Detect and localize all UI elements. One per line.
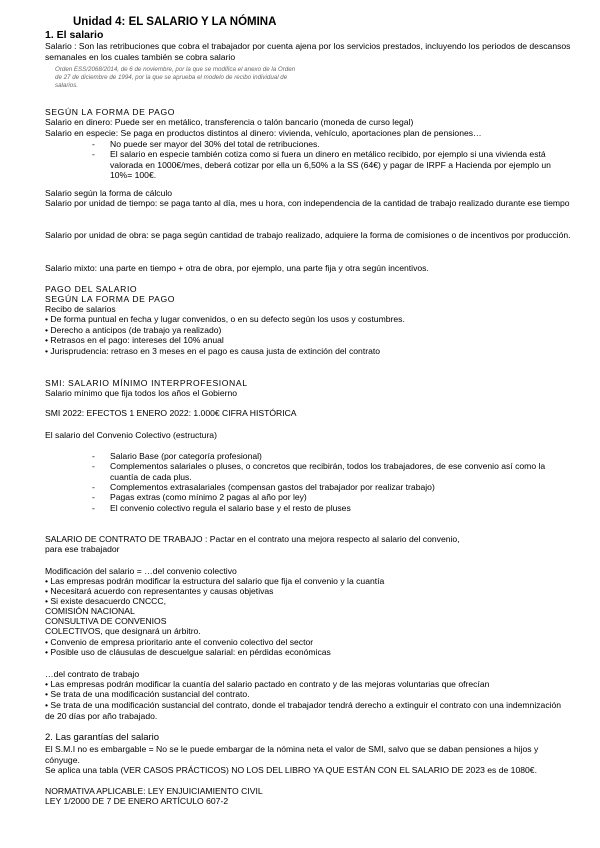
garantias-smi-text: El S.M.I no es embargable = No se le puede embargar de la nómina neta el valor de SMI, salvo que se daban pensiones a hijos y cónyuge. (45, 744, 539, 765)
del-contrato-line-3: • Se trata de una modificación sustancial del contrato, donde el trabajador tendrá derecho a extinguir el contrato con una indemnización de 20 días por año trabajado. (45, 700, 562, 721)
document-title: Unidad 4: EL SALARIO Y LA NÓMINA (73, 16, 277, 28)
recibo-salarios-text: Recibo de salarios (45, 304, 116, 314)
convenio-bullet-2: Complementos salariales o pluses, o concretos que recibirán, todos los trabajadores, de ese convenio así como la cuantía de cada plus. (110, 461, 546, 482)
modificacion-line-2: • Necesitará acuerdo con representantes y causas objetivas (45, 586, 274, 596)
modificacion-heading: Modificación del salario = …del convenio colectivo (45, 566, 237, 576)
garantias-heading: 2. Las garantías del salario (45, 732, 160, 743)
modificacion-line-4: COMISIÓN NACIONAL (45, 606, 135, 616)
salario-especie-text: Salario en especie: Se paga en productos distintos al dinero: vivienda, vehículo, aportaciones plan de pensiones… (45, 128, 482, 138)
modificacion-line-5: CONSULTIVA DE CONVENIOS (45, 616, 167, 626)
modificacion-line-1: • Las empresas podrán modificar la estructura del salario que fija el convenio y la cuantía (45, 576, 385, 586)
modificacion-line-7: • Convenio de empresa prioritario ante el convenio colectivo del sector (45, 637, 314, 647)
modificacion-line-3: • Si existe desacuerdo CNCCC, (45, 596, 166, 606)
smi-subtitle: Salario mínimo que fija todos los años el Gobierno (45, 388, 238, 398)
normativa-line-1: NORMATIVA APLICABLE: LEY ENJUICIAMIENTO CIVIL (45, 786, 263, 796)
convenio-heading: El salario del Convenio Colectivo (estructura) (45, 430, 217, 440)
salario-mixto-text: Salario mixto: una parte en tiempo + otra de obra, por ejemplo, una parte fija y otra según incentivos. (45, 263, 429, 273)
salario-definition: Salario : Son las retribuciones que cobra el trabajador por cuenta ajena por los servicios prestados, incluyendo los periodos de descansos semanales en los cuales también se cobra salario (45, 41, 571, 62)
document-page: Unidad 4: EL SALARIO Y LA NÓMINA 1. El salario Salario : Son las retribuciones que cobra el trabajador por cuenta ajena por los servicios prestados, incluyendo los periodos de descansos semanales en los cuales también se cobra salario Orden ESS/2068/2014, de 6 de noviembre, por la que se modifica el anexo de la Orden de 27 de diciembre de 1994, por la que se aprueba el modelo de recibo individual de salarios. SEGÚN LA FORMA DE PAGO Salario en dinero: Puede ser en metálico, transferencia o talón bancario (moneda de curso legal) Salario en especie: Se paga en productos distintos al dinero: vivienda, vehículo, aportaciones plan de pensiones… - No puede ser mayor del 30% del total de retribuciones. - El salario en especie también cotiza como si fuera un dinero en metálico recibido, por ejemplo si una vivienda está valorada en 1000€/mes, deberá cotizar por ella un 6,50% a la SS (64€) y pagar de IRPF a Hacienda por ejemplo un 10%= 100€. Salario según la forma de cálculo Salario por unidad de tiempo: se paga tanto al día, mes u hora, con independencia de la cantidad de trabajo realizado durante ese tiempo Salario por unidad de obra: se paga según cantidad de trabajo realizado, adquiere la forma de comisiones o de incentivos por producción. Salario mixto: una parte en tiempo + otra de obra, por ejemplo, una parte fija y otra según incentivos. PAGO DEL SALARIO SEGÚN LA FORMA DE PAGO Recibo de salarios • De forma puntual en fecha y lugar convenidos, o en su defecto según los usos y costumbres. • Derecho a anticipos (de trabajo ya realizado) • Retrasos en el pago: intereses del 10% anual • Jurisprudencia: retraso en 3 meses en el pago es causa justa de extinción del contrato SMI: SALARIO MÍNIMO INTERPROFESIONAL Salario mínimo que fija todos los años el Gobierno SMI 2022: EFECTOS 1 ENERO 2022: 1.000€ CIFRA HISTÓRICA El salario del Convenio Colectivo (estructura) - Salario Base (por categoría profesional) - Complementos salariales o pluses, o concretos que recibirán, todos los trabajadores, de ese convenio así como la cuantía de cada plus. - Complementos extrasalariales (compensan gastos del trabajador por realizar trabajo) - Pagas extras (como mínimo 2 pagas al año por ley) - El convenio colectivo regula el salario base y el resto de pluses SALARIO DE CONTRATO DE TRABAJO : Pactar en el contrato una mejora respecto al salario del convenio, para ese trabajador Modificación del salario = …del convenio colectivo • Las empresas podrán modificar la estructura del salario que fija el convenio y la cuantía • Necesitará acuerdo con representantes y causas objetivas • Si existe desacuerdo CNCCC, COMISIÓN NACIONAL CONSULTIVA DE CONVENIOS COLECTIVOS, que designará un árbitro. • Convenio de empresa prioritario ante el convenio colectivo del sector • Posible uso de cláusulas de descuelgue salarial: en pérdidas económicas …del contrato de trabajo • Las empresas podrán modificar la cuantía del salario pactado en contrato y de las mejoras voluntarias que ofrecían • Se trata de una modificación sustancial del contrato. • Se trata de una modificación sustancial del contrato, donde el trabajador tendrá derecho a extinguir el contrato con una indemnización de 20 días por año trabajado. 2. Las garantías del salario El S.M.I no es embargable = No se le puede embargar de la nómina neta el valor de SMI, salvo que se daban pensiones a hijos y cónyuge. Se aplica una tabla (VER CASOS PRÁCTICOS) NO LOS DEL LIBRO YA QUE ESTÁN CON EL SALARIO DE 2023 es de 1080€. NORMATIVA APLICABLE: LEY ENJUICIAMIENTO CIVIL LEY 1/2000 DE 7 DE ENERO ARTÍCULO 607-2 (0, 0, 600, 848)
convenio-bullet-4: Pagas extras (como mínimo 2 pagas al año por ley) (110, 492, 307, 502)
del-contrato-line-2: • Se trata de una modificación sustancial del contrato. (45, 689, 250, 699)
normativa-line-2: LEY 1/2000 DE 7 DE ENERO ARTÍCULO 607-2 (45, 796, 229, 806)
salario-dinero-text: Salario en dinero: Puede ser en metálico, transferencia o talón bancario (moneda de curso legal) (45, 117, 414, 127)
modificacion-line-6: COLECTIVOS, que designará un árbitro. (45, 626, 201, 636)
pago-forma-heading: SEGÚN LA FORMA DE PAGO (45, 294, 176, 304)
smi-heading: SMI: SALARIO MÍNIMO INTERPROFESIONAL (45, 378, 248, 388)
forma-calculo-heading: Salario según la forma de cálculo (45, 188, 173, 198)
salario-tiempo-text: Salario por unidad de tiempo: se paga tanto al día, mes u hora, con independencia de la cantidad de trabajo realizado durante ese tiempo (45, 198, 570, 208)
del-contrato-line-1: • Las empresas podrán modificar la cuantía del salario pactado en contrato y de las mejoras voluntarias que ofrecían (45, 679, 490, 689)
contrato-line-2: para ese trabajador (45, 544, 120, 554)
smi-2022-text: SMI 2022: EFECTOS 1 ENERO 2022: 1.000€ CIFRA HISTÓRICA (45, 408, 297, 418)
pago-salario-heading: PAGO DEL SALARIO (45, 284, 138, 294)
del-contrato-heading: …del contrato de trabajo (45, 669, 140, 679)
orden-quote-image: Orden ESS/2068/2014, de 6 de noviembre, por la que se modifica el anexo de la Orden de 27 de diciembre de 1994, por la que se aprueba el modelo de recibo individual de salarios. (55, 66, 296, 89)
especie-bullet-1: No puede ser mayor del 30% del total de retribuciones. (110, 139, 320, 149)
convenio-bullet-5: El convenio colectivo regula el salario base y el resto de pluses (110, 503, 351, 513)
pago-bullet-4: • Jurisprudencia: retraso en 3 meses en el pago es causa justa de extinción del contrato (45, 346, 381, 356)
section-heading-salario: 1. El salario (45, 29, 104, 41)
convenio-bullet-1: Salario Base (por categoría profesional) (110, 451, 262, 461)
contrato-line-1: SALARIO DE CONTRATO DE TRABAJO : Pactar en el contrato una mejora respecto al salario del convenio, (45, 534, 460, 544)
forma-pago-heading: SEGÚN LA FORMA DE PAGO (45, 107, 176, 117)
pago-bullet-2: • Derecho a anticipos (de trabajo ya realizado) (45, 325, 222, 335)
convenio-bullet-3: Complementos extrasalariales (compensan gastos del trabajador por realizar trabajo) (110, 482, 435, 492)
pago-bullet-3: • Retrasos en el pago: intereses del 10% anual (45, 335, 224, 345)
garantias-tabla-text: Se aplica una tabla (VER CASOS PRÁCTICOS) NO LOS DEL LIBRO YA QUE ESTÁN CON EL SALARIO DE 2023 es de 1080€. (45, 765, 537, 775)
modificacion-line-8: • Posible uso de cláusulas de descuelgue salarial: en pérdidas económicas (45, 647, 331, 657)
pago-bullet-1: • De forma puntual en fecha y lugar convenidos, o en su defecto según los usos y costumbres. (45, 314, 405, 324)
salario-obra-text: Salario por unidad de obra: se paga según cantidad de trabajo realizado, adquiere la forma de comisiones o de incentivos por producción. (45, 230, 571, 240)
especie-bullet-2: El salario en especie también cotiza como si fuera un dinero en metálico recibido, por ejemplo si una vivienda está valorada en 1000€/mes, deberá cotizar por ella un 6,50% a la SS (64€) y pagar de IRPF a Hacienda por ejemplo un 10%= 100€. (110, 149, 551, 180)
